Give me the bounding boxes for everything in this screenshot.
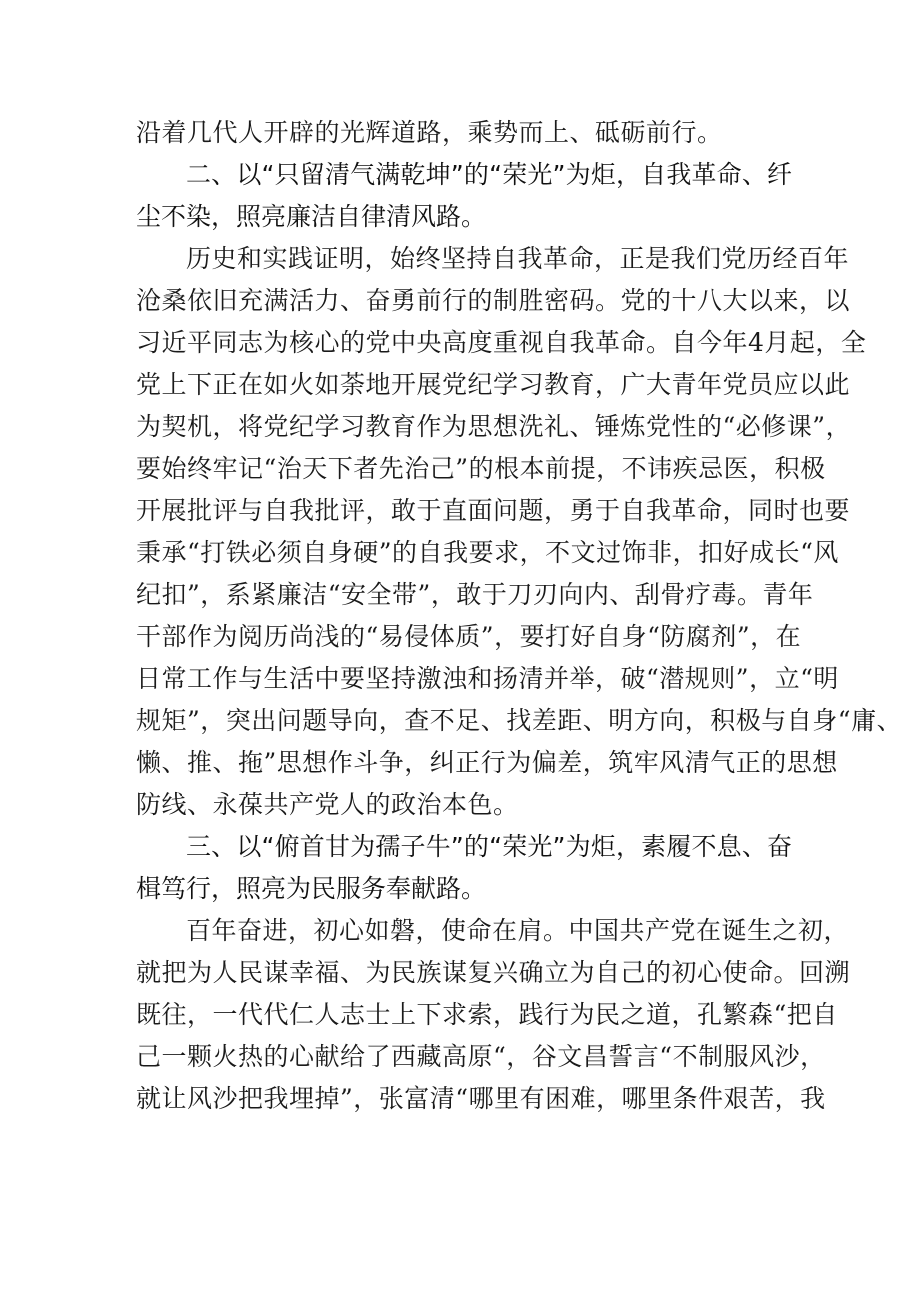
- paragraph-line: 秉承“打铁必须自身硬”的自我要求，不文过饰非，扣好成长“风: [136, 538, 839, 567]
- section-heading-line: 二、以“只留清气满乾坤”的“荣光”为炬，自我革命、纤: [186, 160, 792, 189]
- paragraph-line: 防线、永葆共产党人的政治本色。: [136, 790, 519, 819]
- paragraph-line: 百年奋进，初心如磐，使命在肩。中国共产党在诞生之初，: [186, 916, 850, 945]
- section-heading-line: 楫笃行，照亮为民服务奉献路。: [136, 874, 487, 903]
- paragraph-line: 沿着几代人开辟的光辉道路，乘势而上、砥砺前行。: [136, 118, 723, 147]
- section-heading-line: 三、以“俯首甘为孺子牛”的“荣光”为炬，素履不息、奋: [186, 832, 792, 861]
- paragraph-line: 既往，一代代仁人志士上下求索，践行为民之道，孔繁森“把自: [136, 1000, 838, 1029]
- paragraph-line: 就让风沙把我埋掉”，张富清“哪里有困难，哪里条件艰苦，我: [136, 1084, 826, 1113]
- paragraph-line: 沧桑依旧充满活力、奋勇前行的制胜密码。党的十八大以来，以: [136, 286, 851, 315]
- paragraph-line: 干部作为阅历尚浅的“易侵体质”，要打好自身“防腐剂”，在: [136, 622, 802, 651]
- document-body: [136, 112, 903, 1120]
- paragraph-line: 己一颗火热的心献给了西藏高原“，谷文昌誓言“不制服风沙，: [136, 1042, 826, 1071]
- section-heading-line: 尘不染，照亮廉洁自律清风路。: [136, 202, 487, 231]
- paragraph-line: 开展批评与自我批评，敢于直面问题，勇于自我革命，同时也要: [136, 496, 851, 525]
- paragraph-line: 就把为人民谋幸福、为民族谋复兴确立为自己的初心使命。回溯: [136, 958, 851, 987]
- paragraph-line: 习近平同志为核心的党中央高度重视自我革命。自今年4月起，全: [136, 328, 867, 357]
- paragraph-line: 规矩”，突出问题导向，查不足、找差距、明方向，积极与自身“庸、: [136, 706, 903, 735]
- paragraph-line: 为契机，将党纪学习教育作为思想洗礼、锤炼党性的“必修课”，: [136, 412, 852, 441]
- paragraph-line: 纪扣”，系紧廉洁“安全带”，敢于刀刃向内、刮骨疗毒。青年: [136, 580, 814, 609]
- paragraph-line: 历史和实践证明，始终坚持自我革命，正是我们党历经百年: [186, 244, 850, 273]
- paragraph-line: 日常工作与生活中要坚持激浊和扬清并举，破“潜规则”，立“明: [136, 664, 839, 693]
- paragraph-line: 党上下正在如火如荼地开展党纪学习教育，广大青年党员应以此: [136, 370, 851, 399]
- paragraph-line: 要始终牢记“治天下者先治己”的根本前提，不讳疾忌医，积极: [136, 454, 826, 483]
- paragraph-line: 懒、推、拖”思想作斗争，纠正行为偏差，筑牢风清气正的思想: [136, 748, 838, 777]
